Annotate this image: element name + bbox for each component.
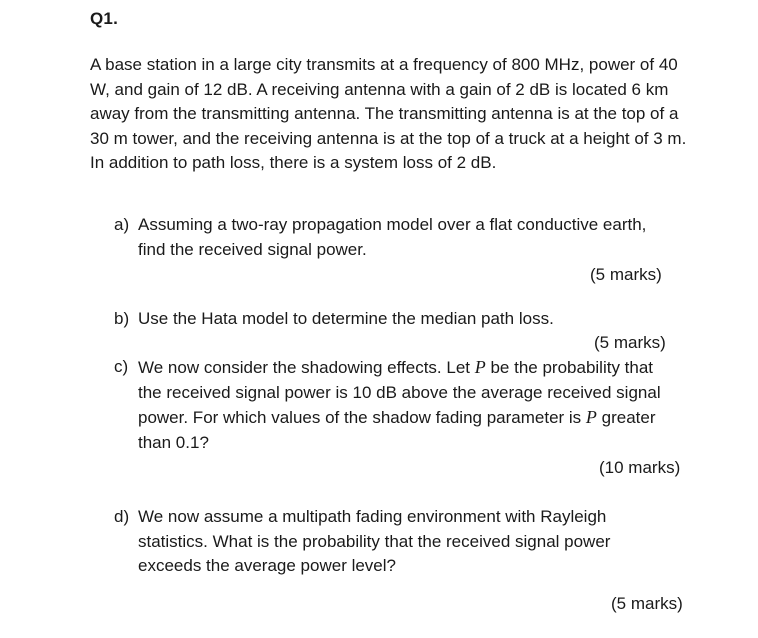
part-c-text-1: We now consider the shadowing effects. Let (138, 358, 475, 377)
part-a-marks: (5 marks) (590, 265, 662, 284)
part-c-label: c) (114, 357, 129, 376)
part-c (114, 355, 674, 455)
part-a-label: a) (114, 215, 130, 234)
part-a-text: Assuming a two-ray propagation model over a flat conductive earth, find the received signal power. (138, 215, 647, 259)
part-d-text: We now assume a multipath fading environment with Rayleigh statistics. What is the probability that the received signal power exceeds the average power level? (138, 507, 611, 576)
part-d-label: d) (114, 507, 130, 526)
part-b-text: Use the Hata model to determine the median path loss. (138, 309, 554, 328)
part-a (114, 213, 674, 262)
part-b (114, 307, 674, 332)
part-c-symbol-p-2: P (585, 407, 597, 428)
part-c-text-3: greater than 0.1? (138, 408, 656, 452)
part-c-text (138, 355, 674, 455)
part-c-symbol-p: P (474, 357, 486, 377)
part-d-marks: (5 marks) (611, 594, 683, 613)
part-d (114, 505, 674, 579)
part-c-text-2: be the probability that the received signal power is 10 dB above the average received signal power. For which values of the shadow fading parameter is (138, 358, 661, 428)
part-b-label: b) (114, 309, 130, 328)
part-c-marks: (10 marks) (599, 458, 681, 477)
question-title: Q1. (90, 9, 119, 28)
question-intro: A base station in a large city transmits at a frequency of 800 MHz, power of 40 W, and gain of 12 dB. A receiving antenna with a gain of 2 dB is located 6 km away from the transmitting antenna. The transmitting antenna is at the top of a 30 m tower, and the receiving antenna is at the top of a truck at a height of 3 m. In addition to path loss, there is a system loss of 2 dB. (90, 55, 687, 173)
part-b-marks: (5 marks) (594, 333, 666, 352)
